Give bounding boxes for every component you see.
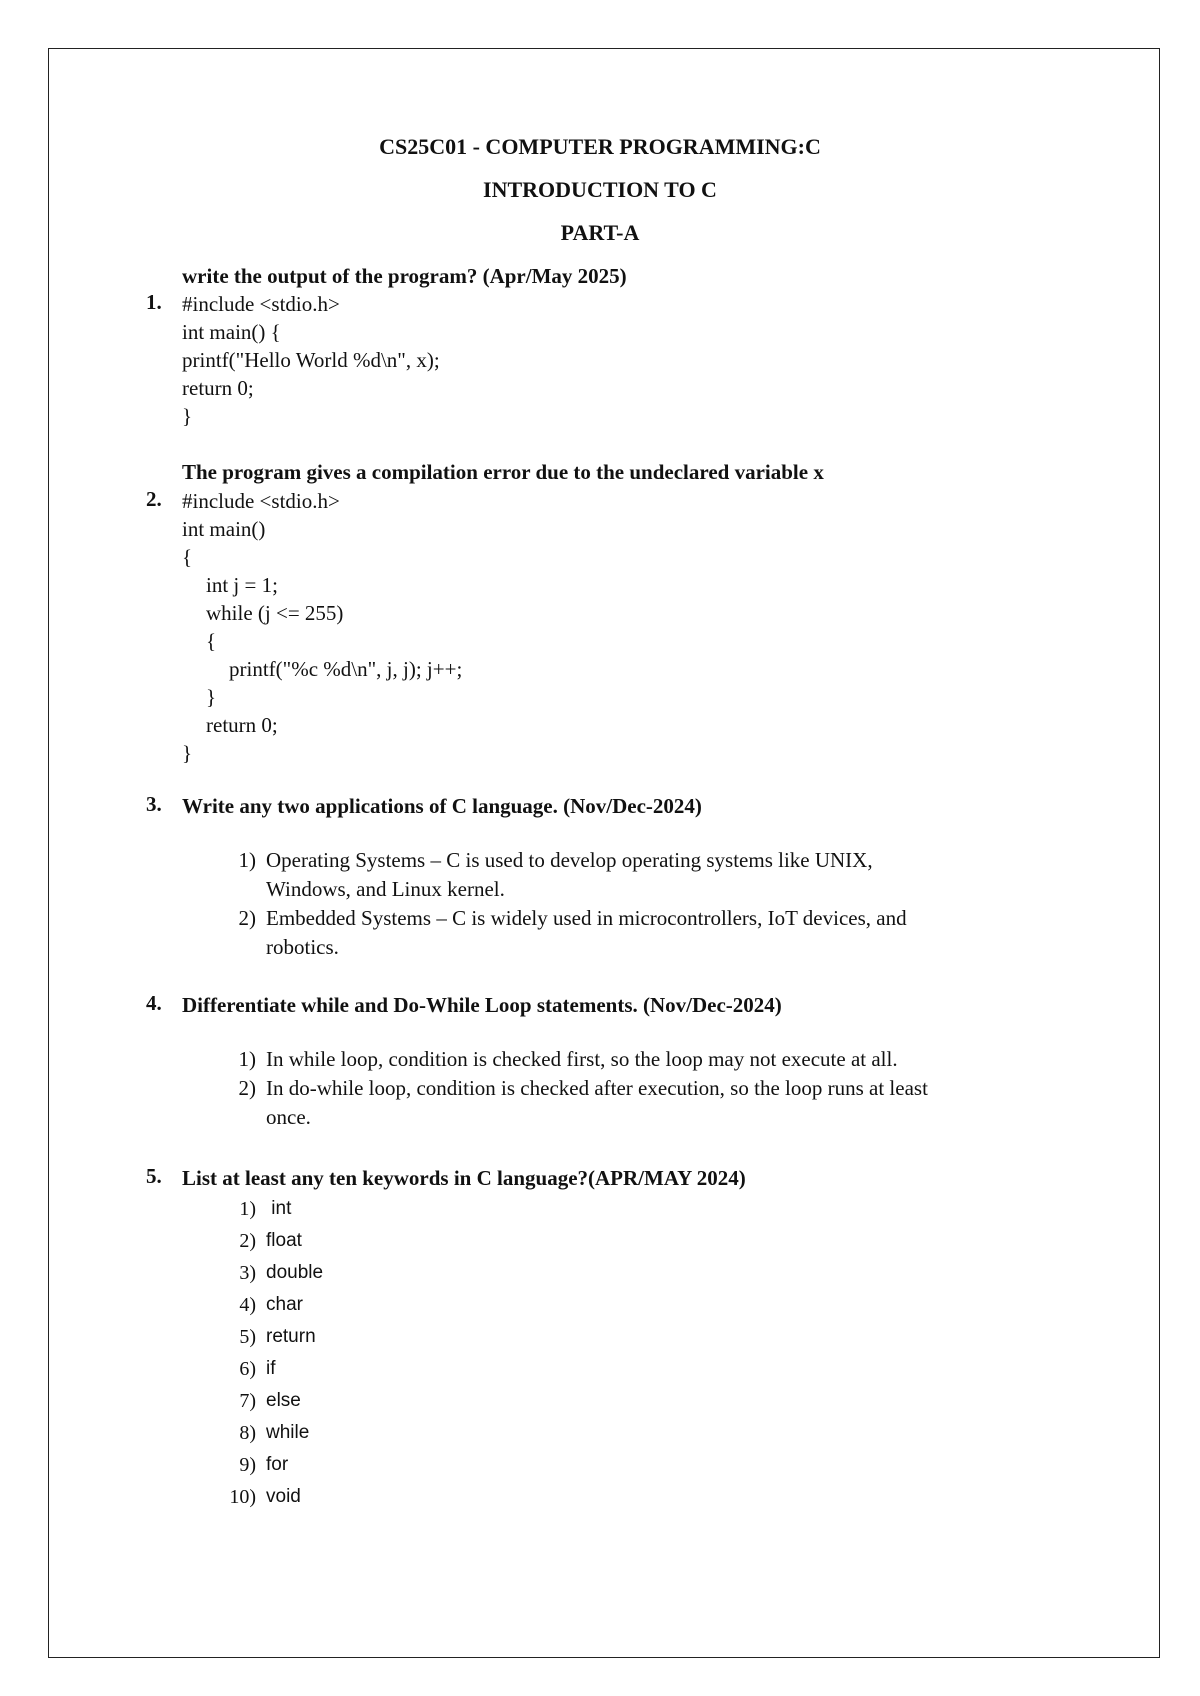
keyword-text: int [266,1198,292,1219]
keyword-text: double [266,1262,324,1283]
list-item-text: Embedded Systems – C is widely used in microcontrollers, IoT devices, and [266,906,907,930]
q2-code-line: } [206,685,217,709]
q4-question: Differentiate while and Do-While Loop statements. (Nov/Dec-2024) [182,993,782,1017]
keyword-item [222,1289,622,1321]
q2-code-line: int j = 1; [206,573,278,597]
q5-question: List at least any ten keywords in C language?(APR/MAY 2024) [182,1166,746,1190]
list-item-continuation [222,875,1022,904]
q2-code-line: } [182,741,193,765]
keyword-text: char [266,1294,303,1315]
list-item-text: robotics. [266,935,339,959]
keyword-number: 2) [239,1230,256,1252]
keyword-text: void [266,1486,301,1507]
list-item [222,846,1022,875]
list-item-number: 2) [238,906,256,930]
q2-code-line: return 0; [206,713,278,737]
q1-code-line: } [182,404,193,428]
q5-keyword-list [222,1193,622,1513]
list-item-text: Windows, and Linux kernel. [266,877,505,901]
list-item-number: 1) [238,848,256,872]
q3-number: 3. [146,792,162,816]
keyword-item [222,1225,622,1257]
q2-code-line: while (j <= 255) [206,601,344,625]
q2-code-line: { [182,545,193,569]
keyword-item [222,1321,622,1353]
course-title: CS25C01 - COMPUTER PROGRAMMING:C [379,134,821,159]
keyword-item [222,1385,622,1417]
list-item-number: 2) [238,1076,256,1100]
q5-number: 5. [146,1164,162,1188]
keyword-number: 8) [239,1422,256,1444]
keyword-text: while [266,1422,310,1443]
list-item-continuation [222,1103,1022,1132]
keyword-item [222,1353,622,1385]
q2-number: 2. [146,487,162,511]
keyword-item [222,1257,622,1289]
list-item-text: In do-while loop, condition is checked after execution, so the loop runs at least [266,1076,928,1100]
list-item [222,1045,1022,1074]
unit-title: INTRODUCTION TO C [483,177,717,202]
list-item [222,904,1022,933]
list-item-number: 1) [238,1047,256,1071]
keyword-number: 9) [239,1454,256,1476]
list-item-continuation [222,933,1022,962]
q3-answer-list [222,846,1022,962]
keyword-number: 6) [239,1358,256,1380]
q1-code-line: #include <stdio.h> [182,292,340,316]
keyword-number: 4) [239,1294,256,1316]
q2-code-line: printf("%c %d\n", j, j); j++; [229,657,463,681]
keyword-item [222,1449,622,1481]
list-item [222,1074,1022,1103]
keyword-text: for [266,1454,289,1475]
keyword-number: 7) [239,1390,256,1412]
keyword-text: if [266,1358,276,1379]
keyword-number: 10) [229,1486,256,1508]
q2-code-line: #include <stdio.h> [182,489,340,513]
q1-answer: The program gives a compilation error due to the undeclared variable x [182,460,824,484]
keyword-text: float [266,1230,302,1251]
keyword-number: 5) [239,1326,256,1348]
q3-question: Write any two applications of C language. (Nov/Dec-2024) [182,794,702,818]
keyword-text: return [266,1326,316,1347]
list-item-text: Operating Systems – C is used to develop operating systems like UNIX, [266,848,873,872]
keyword-text: else [266,1390,301,1411]
q1-code-line: int main() { [182,320,281,344]
q2-code-line: int main() [182,517,266,541]
q1-code-line: printf("Hello World %d\n", x); [182,348,440,372]
keyword-item [222,1193,622,1225]
part-title: PART-A [560,220,640,245]
list-item-text: In while loop, condition is checked first, so the loop may not execute at all. [266,1047,898,1071]
keyword-number: 3) [239,1262,256,1284]
q1-number: 1. [146,290,162,314]
q1-prompt: write the output of the program? (Apr/May 2025) [182,264,627,288]
q4-answer-list [222,1045,1022,1132]
keyword-number: 1) [239,1198,256,1220]
q4-number: 4. [146,991,162,1015]
q1-code-line: return 0; [182,376,254,400]
list-item-text: once. [266,1105,311,1129]
keyword-item [222,1417,622,1449]
q2-code-line: { [206,629,217,653]
keyword-item [222,1481,622,1513]
